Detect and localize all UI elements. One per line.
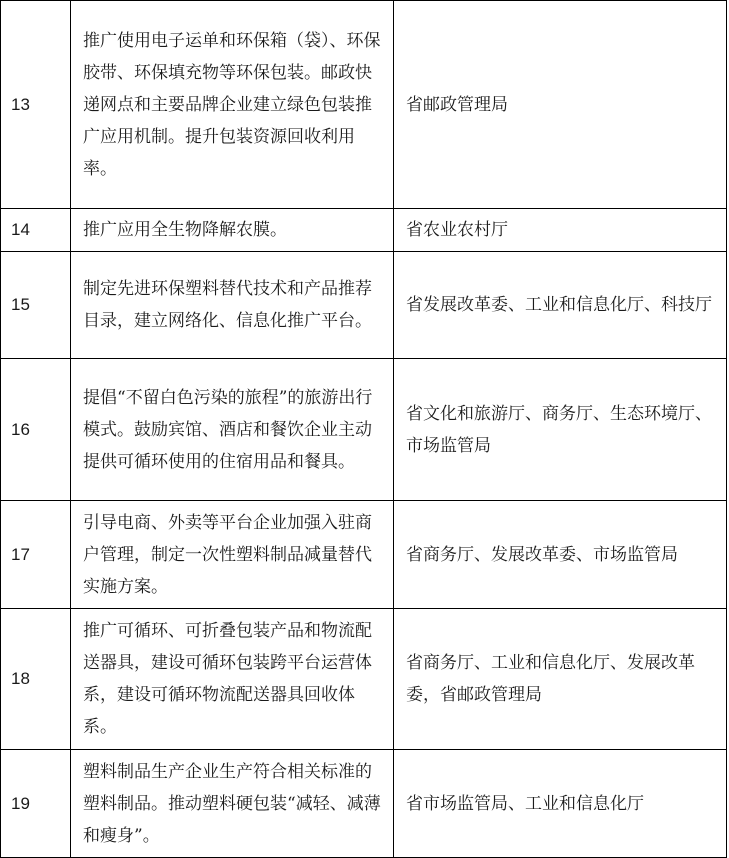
row-number: 15 (1, 252, 71, 359)
row-number: 14 (1, 209, 71, 252)
measure-cell: 推广可循环、可折叠包装产品和物流配送器具，建设可循环包装跨平台运营体系，建设可循环物流配送器具回收体系。 (71, 609, 394, 750)
measure-cell: 推广使用电子运单和环保箱（袋）、环保胶带、环保填充物等环保包装。邮政快递网点和主要品牌企业建立绿色包装推广应用机制。提升包装资源回收利用率。 (71, 1, 394, 209)
measure-cell: 塑料制品生产企业生产符合相关标准的塑料制品。推动塑料硬包装“减轻、减薄和瘦身”。 (71, 750, 394, 858)
row-number: 17 (1, 501, 71, 609)
table-row (1, 501, 727, 609)
department-cell: 省市场监管局、工业和信息化厅 (394, 750, 727, 858)
measure-cell: 推广应用全生物降解农膜。 (71, 209, 394, 252)
measure-cell: 引导电商、外卖等平台企业加强入驻商户管理，制定一次性塑料制品减量替代实施方案。 (71, 501, 394, 609)
measure-cell: 制定先进环保塑料替代技术和产品推荐目录，建立网络化、信息化推广平台。 (71, 252, 394, 359)
table-row (1, 359, 727, 501)
department-cell: 省商务厅、工业和信息化厅、发展改革委，省邮政管理局 (394, 609, 727, 750)
row-number: 13 (1, 1, 71, 209)
measure-cell: 提倡“不留白色污染的旅程”的旅游出行模式。鼓励宾馆、酒店和餐饮企业主动提供可循环使用的住宿用品和餐具。 (71, 359, 394, 501)
table-row (1, 1, 727, 209)
row-number: 19 (1, 750, 71, 858)
row-number: 18 (1, 609, 71, 750)
department-cell: 省商务厅、发展改革委、市场监管局 (394, 501, 727, 609)
department-cell: 省邮政管理局 (394, 1, 727, 209)
table-row (1, 252, 727, 359)
department-cell: 省文化和旅游厅、商务厅、生态环境厅、市场监管局 (394, 359, 727, 501)
row-number: 16 (1, 359, 71, 501)
department-cell: 省发展改革委、工业和信息化厅、科技厅 (394, 252, 727, 359)
department-cell: 省农业农村厅 (394, 209, 727, 252)
table-row (1, 750, 727, 858)
table-row (1, 609, 727, 750)
table-row (1, 209, 727, 252)
